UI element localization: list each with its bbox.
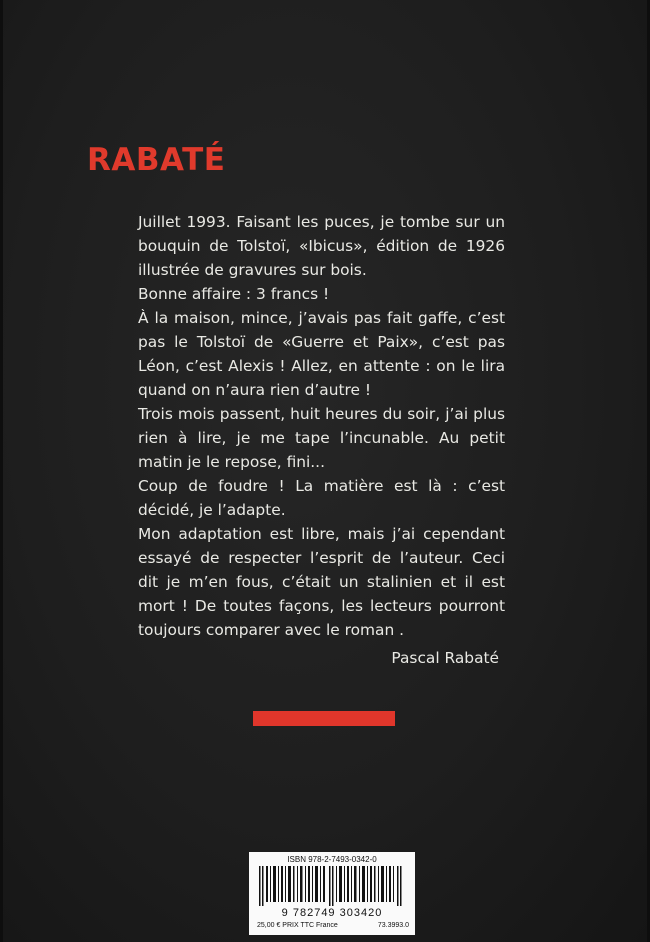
price-text: 25,00 € PRIX TTC France (257, 922, 338, 929)
blurb-paragraph: Coup de foudre ! La matière est là : c’est décidé, je l’adapte. (138, 477, 505, 519)
blurb-paragraph: Mon adaptation est libre, mais j’ai cependant essayé de respecter l’esprit de l’auteur. Ceci dit je m’en fous, c’était un stalinien et il est mort ! De toutes façons, les lecteurs pourront toujours comparer avec le roman . (138, 525, 505, 639)
barcode-label (249, 852, 415, 935)
blurb-paragraph: À la maison, mince, j’avais pas fait gaffe, c’est pas le Tolstoï de «Guerre et Paix», c’est pas Léon, c’est Alexis ! Allez, en attente : on le lira quand on n’aura rien d’autre ! (138, 309, 505, 399)
blurb-paragraph: Trois mois passent, huit heures du soir, j’ai plus rien à lire, je me tape l’incunable. Au petit matin je le repose, fini... (138, 405, 505, 471)
author-name: RABATÉ (87, 142, 226, 178)
blurb-text (138, 210, 505, 642)
blurb-paragraph: Bonne affaire : 3 francs ! (138, 285, 330, 303)
price-line (257, 922, 409, 929)
signature: Pascal Rabaté (391, 649, 499, 667)
barcode-icon (259, 866, 405, 906)
blurb-paragraph: Juillet 1993. Faisant les puces, je tombe sur un bouquin de Tolstoï, «Ibicus», édition de 1926 illustrée de gravures sur bois. (138, 213, 505, 279)
price-code: 73.3993.0 (377, 922, 409, 929)
isbn-text: ISBN 978-2-7493-0342-0 (287, 855, 377, 864)
barcode-digits: 9 782749 303420 (281, 907, 383, 919)
red-decorative-bar (253, 711, 395, 726)
